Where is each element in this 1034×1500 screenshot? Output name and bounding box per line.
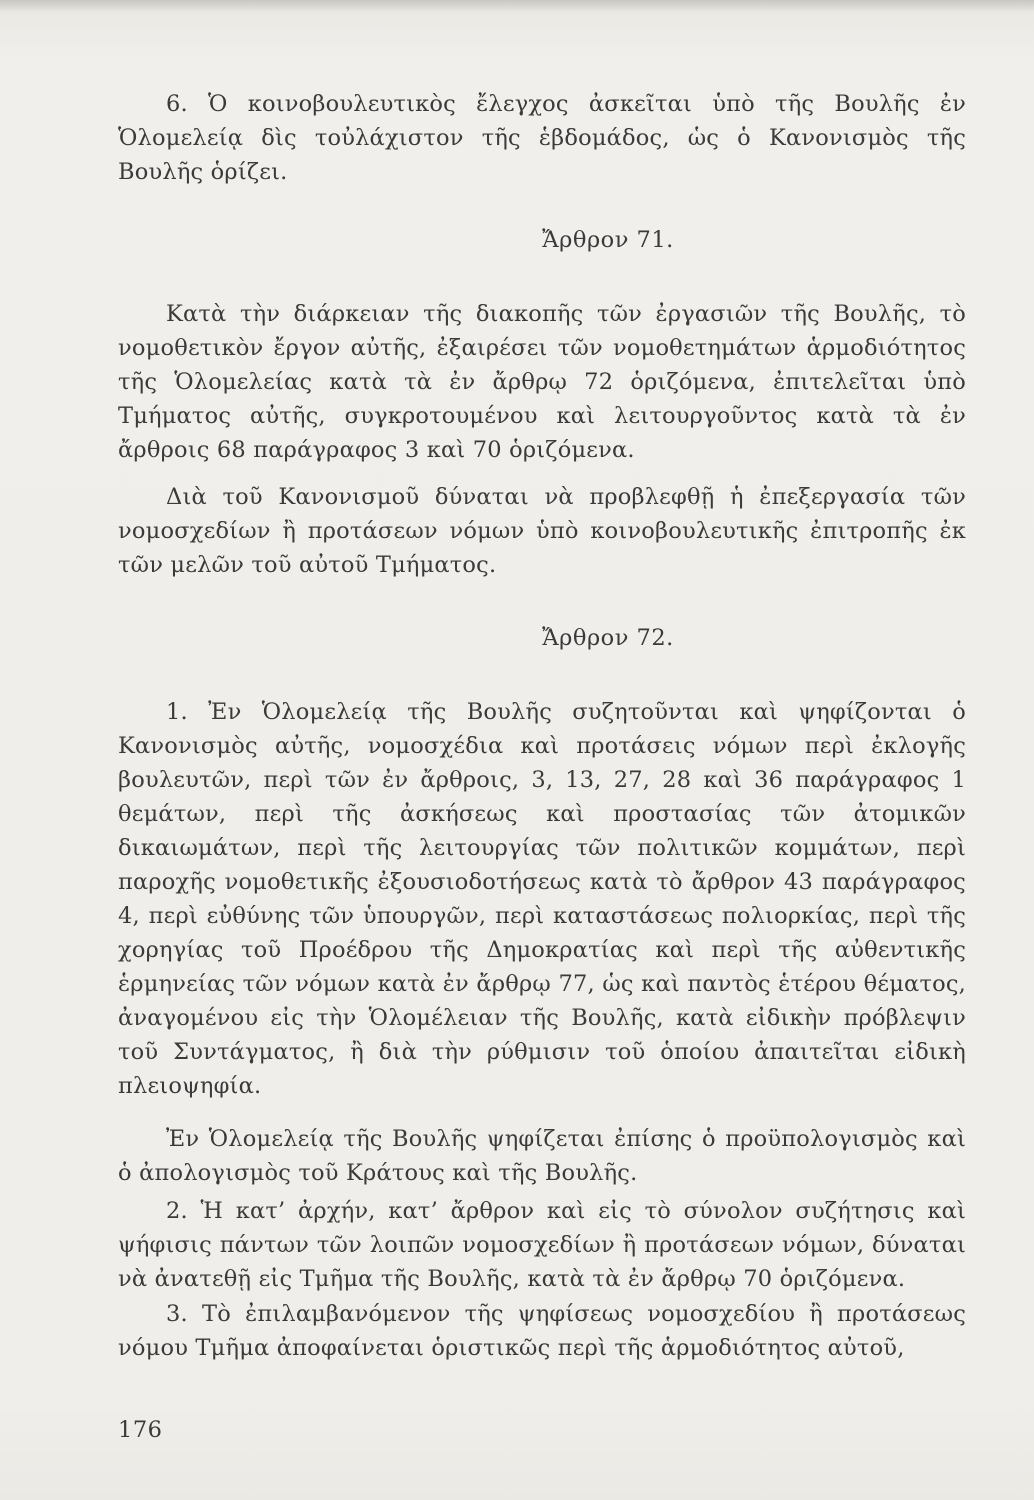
article-71-paragraph-2: Διὰ τοῦ Κανονισμοῦ δύναται νὰ προβλεφθῇ ἡ ἐπεξεργασία τῶν νομοσχεδίων ἢ προτάσεων νόμων ὑπὸ κοινοβουλευτικῆς ἐπιτροπῆς ἐκ τῶν μελῶν τοῦ αὐτοῦ Τμήματος. [118,484,966,578]
article-72-paragraph-2: 2. Ἡ κατ’ ἀρχήν, κατ’ ἄρθρον καὶ εἰς τὸ σύνολον συζήτησις καὶ ψήφισις πάντων τῶν λοιπῶν νομοσχεδίων ἢ προτάσεων νόμων, δύναται νὰ ἀνατεθῇ εἰς Τμῆμα τῆς Βουλῆς, κατὰ τὰ ἐν ἄρθρῳ 70 ὁριζόμενα. [118,1198,966,1292]
article-70-paragraph-6: 6. Ὁ κοινοβουλευτικὸς ἔλεγχος ἀσκεῖται ὑπὸ τῆς Βουλῆς ἐν Ὁλομελείᾳ δὶς τοὐλάχιστον τῆς ἑβδομάδος, ὡς ὁ Κανονισμὸς τῆς Βουλῆς ὁρίζει. [118,91,966,185]
article-72-paragraph-1-continued: Ἐν Ὁλομελείᾳ τῆς Βουλῆς ψηφίζεται ἐπίσης ὁ προϋπολογισμὸς καὶ ὁ ἀπολογισμὸς τοῦ Κράτους καὶ τῆς Βουλῆς. [118,1126,966,1186]
article-72-paragraph-1: 1. Ἐν Ὁλομελείᾳ τῆς Βουλῆς συζητοῦνται καὶ ψηφίζονται ὁ Κανονισμὸς αὐτῆς, νομοσχέδια καὶ προτάσεις νόμων περὶ ἐκλογῆς βουλευτῶν, περὶ τῶν ἐν ἄρθροις, 3, 13, 27, 28 καὶ 36 παράγραφος 1 θεμάτων, περὶ τῆς ἀσκήσεως καὶ προστασίας τῶν ἀτομικῶν δικαιωμάτων, περὶ τῆς λειτουργίας τῶν πολιτικῶν κομμάτων, περὶ παροχῆς νομοθετικῆς ἐξουσιοδοτήσεως κατὰ τὸ ἄρθρον 43 παράγραφος 4, περὶ εὐθύνης τῶν ὑπουργῶν, περὶ καταστάσεως πολιορκίας, περὶ τῆς χορηγίας τοῦ Προέδρου τῆς Δημοκρατίας καὶ περὶ τῆς αὐθεντικῆς ἑρμηνείας τῶν νόμων κατὰ ἐν ἄρθρῳ 77, ὡς καὶ παντὸς ἑτέρου θέματος, ἀναγομένου εἰς τὴν Ὁλομέλειαν τῆς Βουλῆς, κατὰ εἰδικὴν πρόβλεψιν τοῦ Συντάγματος, ἢ διὰ τὴν ρύθμισιν τοῦ ὁποίου ἀπαιτεῖται εἰδικὴ πλειοψηφία. [118,699,966,1099]
article-71-heading: Ἄρθρον 71. [542,227,674,253]
article-72-heading: Ἄρθρον 72. [542,625,674,651]
article-72-paragraph-3: 3. Τὸ ἐπιλαμβανόμενον τῆς ψηφίσεως νομοσχεδίου ἢ προτάσεως νόμου Τμῆμα ἀποφαίνεται ὁριστικῶς περὶ τῆς ἁρμοδιότητος αὐτοῦ, [118,1301,966,1361]
page-top-shadow [0,0,1034,12]
page-number: 176 [118,1417,163,1443]
article-71-paragraph-1: Κατὰ τὴν διάρκειαν τῆς διακοπῆς τῶν ἐργασιῶν τῆς Βουλῆς, τὸ νομοθετικὸν ἔργον αὐτῆς, ἐξαιρέσει τῶν νομοθετημάτων ἁρμοδιότητος τῆς Ὁλομελείας κατὰ τὰ ἐν ἄρθρῳ 72 ὁριζόμενα, ἐπιτελεῖται ὑπὸ Τμήματος αὐτῆς, συγκροτουμένου καὶ λειτουργοῦντος κατὰ τὰ ἐν ἄρθροις 68 παράγραφος 3 καὶ 70 ὁριζόμενα. [118,301,966,463]
